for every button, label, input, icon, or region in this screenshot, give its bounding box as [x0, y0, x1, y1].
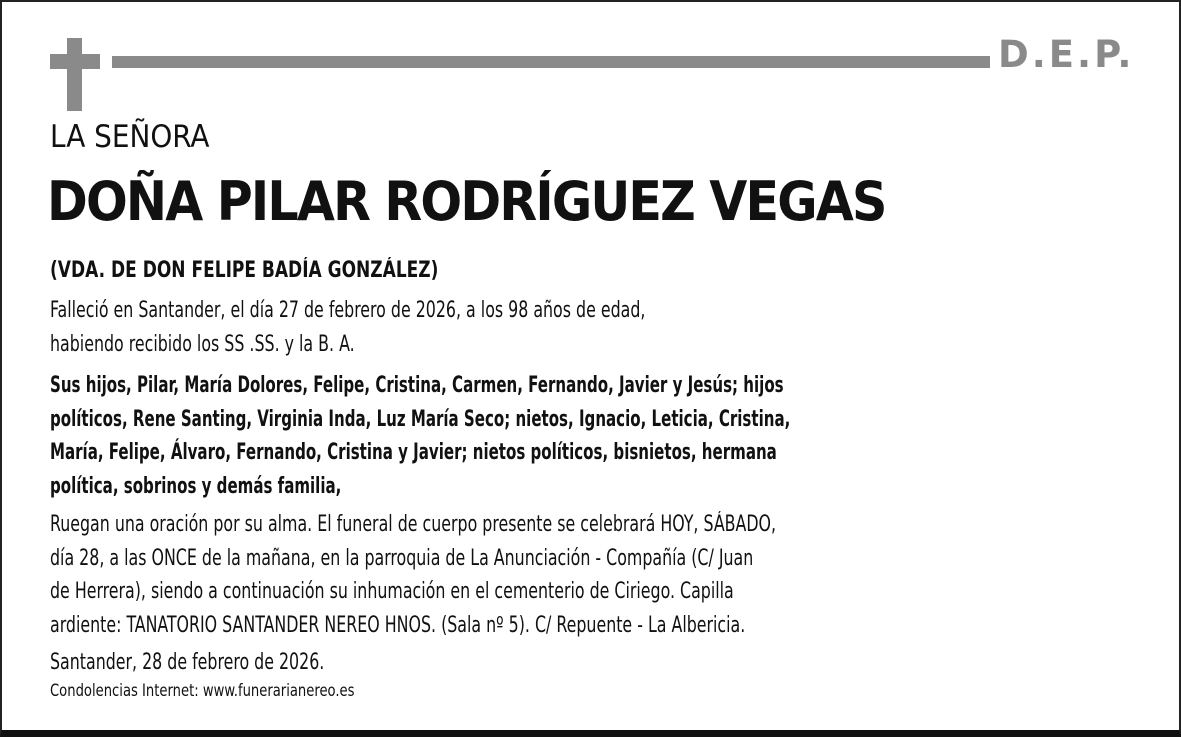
deceased-name: DOÑA PILAR RODRÍGUEZ VEGAS — [47, 170, 886, 233]
place-and-date — [50, 646, 1130, 680]
cross-horizontal-bar — [50, 54, 100, 69]
family-line: María, Felipe, Álvaro, Fernando, Cristina y Javier; nietos políticos, bisnietos, hermana — [50, 440, 777, 465]
funeral-line: día 28, a las ONCE de la mañana, en la parroquia de La Anunciación - Compañía (C/ Juan — [50, 545, 754, 571]
dep-label: D.E.P. — [998, 33, 1135, 76]
death-line: habiendo recibido los SS .SS. y la B. A. — [50, 331, 355, 357]
cross-vertical-bar — [67, 38, 82, 111]
title-prefix: LA SEÑORA — [50, 119, 210, 155]
cross-icon — [50, 38, 100, 111]
place-date-line: Santander, 28 de febrero de 2026. — [50, 650, 325, 675]
header-rule — [112, 56, 990, 68]
funeral-details — [50, 508, 1130, 642]
family-line: política, sobrinos y demás familia, — [50, 473, 342, 499]
family-line: políticos, Rene Santing, Virginia Inda, Luz María Seco; nietos, Ignacio, Leticia, Cristina, — [50, 406, 791, 432]
condolences-line: Condolencias Internet: www.funerarianereo.es — [50, 681, 355, 701]
funeral-line: de Herrera), siendo a continuación su inhumación en el cementerio de Ciriego. Capilla — [50, 579, 734, 604]
widow-of-line: (VDA. DE DON FELIPE BADÍA GONZÁLEZ) — [50, 258, 439, 283]
family-line: Sus hijos, Pilar, María Dolores, Felipe, Cristina, Carmen, Fernando, Javier y Jesús; hijos — [50, 373, 784, 398]
family-mourners — [50, 369, 1076, 503]
funeral-line: Ruegan una oración por su alma. El funeral de cuerpo presente se celebrará HOY, SÁBADO, — [50, 512, 777, 537]
death-line: Falleció en Santander, el día 27 de febrero de 2026, a los 98 años de edad, — [50, 298, 646, 323]
death-announcement — [50, 294, 1130, 361]
funeral-line: ardiente: TANATORIO SANTANDER NEREO HNOS. (Sala nº 5). C/ Repuente - La Albericia. — [50, 612, 746, 638]
